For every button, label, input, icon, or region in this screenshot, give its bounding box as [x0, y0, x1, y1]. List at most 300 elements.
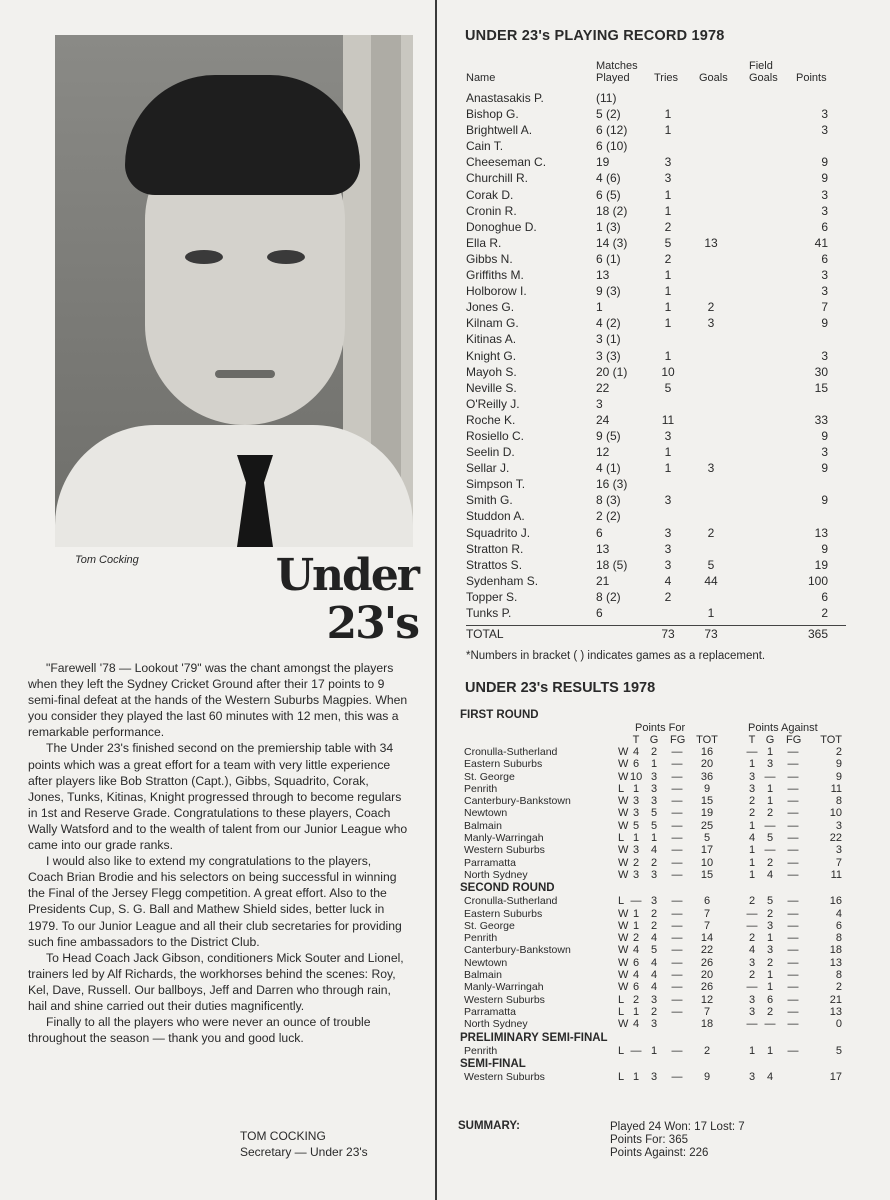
tries-against: 2: [748, 932, 756, 945]
field-goals-against: —: [787, 856, 799, 869]
tries: 3: [664, 525, 672, 540]
summary-line: Points Against: 226: [610, 1147, 709, 1159]
opponent: Manly-Warringah: [464, 981, 544, 994]
result: W: [618, 770, 629, 783]
points: 33: [814, 412, 828, 427]
points: 9: [821, 155, 828, 170]
goals-against: 3: [766, 944, 774, 957]
field-goals-for: —: [671, 981, 683, 994]
field-goals-for: —: [671, 770, 683, 783]
field-goals-for: —: [671, 1070, 683, 1083]
goals-for: 3: [650, 895, 658, 908]
result: L: [618, 1044, 625, 1057]
tries-for: 2: [632, 932, 640, 945]
points: 2: [821, 606, 828, 620]
summary: [610, 1121, 745, 1160]
tries-for: 2: [632, 993, 640, 1006]
points-header: [460, 722, 860, 734]
table-row: [466, 605, 846, 621]
tries-for: 3: [632, 795, 640, 808]
table-row: [466, 396, 846, 412]
player-name: Roche K.: [466, 412, 516, 427]
matches-played: 3 (1): [596, 332, 621, 347]
points: 30: [814, 364, 828, 379]
tries-against: 1: [748, 856, 756, 869]
column-label: TOT: [696, 734, 718, 746]
tries-against: 3: [748, 782, 756, 795]
table-row: [466, 315, 846, 331]
opponent: Newtown: [464, 956, 508, 969]
points: 3: [821, 348, 828, 363]
goals-for: 3: [650, 1070, 658, 1083]
tries: 1: [664, 203, 672, 218]
goals-for: 3: [650, 782, 658, 795]
field-goals-against: —: [787, 782, 799, 795]
player-name: Squadrito J.: [466, 525, 531, 540]
matches-played: 1: [596, 300, 603, 315]
table-row: [466, 557, 846, 573]
matches-played: 1 (3): [596, 219, 621, 234]
table-row: [466, 525, 846, 541]
table-row: [466, 589, 846, 605]
points: 6: [821, 589, 828, 604]
table-row: [466, 412, 846, 428]
matches-played: 4 (1): [596, 461, 621, 476]
total-for: 26: [700, 981, 714, 994]
total-for: 18: [700, 1018, 714, 1031]
result: W: [618, 819, 629, 832]
field-goals-for: —: [671, 819, 683, 832]
tries-against: —: [746, 746, 758, 758]
column-labels: [460, 734, 860, 746]
goals-for: 4: [650, 969, 658, 982]
result-row: [460, 908, 860, 920]
tries: 1: [664, 316, 672, 331]
player-name: Jones G.: [466, 300, 515, 315]
player-name: Neville S.: [466, 380, 517, 395]
table-row: [466, 541, 846, 557]
result-row: [460, 844, 860, 856]
total-for: 20: [700, 969, 714, 982]
field-goals-against: —: [787, 795, 799, 808]
points: 41: [814, 235, 828, 250]
field-goals-for: —: [671, 782, 683, 795]
result-row: [460, 1045, 860, 1057]
total-against: 11: [830, 782, 842, 795]
tries-for: 1: [632, 782, 640, 795]
goals-for: 2: [650, 919, 658, 932]
points: 3: [821, 107, 828, 122]
tries-against: 4: [748, 944, 756, 957]
matches-played: 22: [596, 380, 610, 395]
player-name: Anastasakis P.: [466, 91, 544, 105]
total-against: 2: [835, 981, 842, 994]
table-row: [466, 106, 846, 122]
total-for: 7: [703, 907, 711, 920]
points: 9: [821, 171, 828, 186]
table-row: [466, 251, 846, 267]
table-header: [466, 58, 846, 90]
goals-against: 4: [766, 1070, 774, 1083]
points: 3: [821, 268, 828, 283]
tries-for: 4: [632, 944, 640, 957]
letter-paragraph: I would also like to extend my congratulations to the players, Coach Brian Brodie and his selectors on being successful in winning the Final of the Jersey Flegg competition. A great effort. Also to the Presidents Cup, S. G. Ball and Mathew Shield sides, better luck in 1979. To our Junior League and all their club secretaries for providing such fine ambassadors to the District Club.: [28, 854, 402, 949]
tries-for: 5: [632, 819, 640, 832]
signoff: [240, 1128, 368, 1160]
total-against: 22: [829, 832, 842, 845]
tries-for: 4: [632, 969, 640, 982]
summary-line: Played 24 Won: 17 Lost: 7: [610, 1121, 745, 1133]
result-row: [460, 758, 860, 770]
points: 9: [821, 316, 828, 331]
opponent: Penrith: [464, 782, 498, 795]
player-name: Tunks P.: [466, 606, 512, 620]
field-goals-against: —: [787, 758, 799, 771]
player-name: Seelin D.: [466, 445, 515, 460]
summary-label: SUMMARY:: [458, 1120, 520, 1132]
field-goals-for: —: [671, 795, 683, 808]
goals-against: 2: [766, 807, 774, 820]
matches-played: 8 (3): [596, 493, 621, 508]
points: 19: [814, 557, 828, 572]
opponent: Canterbury-Bankstown: [464, 944, 571, 957]
header-points: Points: [796, 72, 827, 84]
points: 100: [807, 573, 828, 588]
points: 7: [821, 300, 828, 315]
result-row: [460, 746, 860, 758]
goals-for: 5: [650, 807, 658, 820]
points: 3: [821, 284, 828, 299]
result: L: [618, 895, 625, 908]
matches-played: 18 (5): [596, 557, 628, 572]
goals-against: 5: [766, 832, 774, 845]
player-name: Griffiths M.: [466, 268, 524, 283]
result-row: [460, 869, 860, 881]
goals-for: 3: [650, 993, 658, 1006]
table-row: [466, 138, 846, 154]
total-for: 26: [700, 956, 714, 969]
total-against: 17: [829, 1070, 842, 1083]
tries: 1: [664, 123, 672, 138]
table-row: [466, 492, 846, 508]
goals-for: 4: [650, 981, 658, 994]
results-title: UNDER 23's RESULTS 1978: [465, 680, 656, 696]
header-field-goals: Field Goals: [749, 60, 778, 84]
table-row: [466, 476, 846, 492]
matches-played: 6: [596, 606, 603, 620]
title-line-1: Under: [275, 550, 418, 601]
goals-against: 6: [766, 993, 774, 1006]
player-name: Strattos S.: [466, 557, 523, 572]
tries-for: 3: [632, 807, 640, 820]
total-for: 14: [700, 932, 714, 945]
goals-for: 4: [650, 844, 658, 857]
tries: 3: [664, 541, 672, 556]
tries: 3: [664, 428, 672, 443]
tries-against: —: [746, 907, 758, 920]
total-for: 10: [700, 856, 714, 869]
matches-played: 18 (2): [596, 203, 628, 218]
tries: 3: [664, 557, 672, 572]
field-goals-for: —: [671, 746, 683, 758]
opponent: St. George: [464, 770, 515, 783]
points: 3: [821, 203, 828, 218]
player-name: O'Reilly J.: [466, 396, 520, 411]
tries-for: 3: [632, 844, 640, 857]
total-against: 8: [835, 932, 842, 945]
player-name: Cain T.: [466, 139, 504, 154]
field-goals-against: —: [787, 932, 799, 945]
points: 6: [821, 251, 828, 266]
column-label: TOT: [820, 734, 842, 746]
matches-played: 14 (3): [596, 235, 628, 250]
total-against: 9: [835, 758, 842, 771]
goals-for: 5: [650, 819, 658, 832]
opponent: Newtown: [464, 807, 508, 820]
field-goals-for: —: [671, 895, 683, 908]
opponent: Western Suburbs: [464, 993, 545, 1006]
goals-for: 1: [650, 1044, 658, 1057]
table-row: [466, 444, 846, 460]
field-goals-against: —: [787, 746, 799, 758]
total-for: 17: [700, 844, 714, 857]
letter-paragraph: The Under 23's finished second on the premiership table with 34 points which was a great effort for a team with very little experience after players like Bob Stratton (Capt.), Gibbs, Squadrito, Corak, Jones, Tunks, Kitinas, Knight progressed through to become regulars in 1st and Reserve Grade. Congratulations to these players, Coach Wally Watsford and to the wealth of talent from our Junior League who came into our grade ranks.: [28, 741, 408, 853]
round-heading: SECOND ROUND: [460, 882, 555, 895]
tries-against: 1: [748, 1044, 756, 1057]
column-label: T: [748, 734, 756, 746]
opponent: Penrith: [464, 1044, 498, 1057]
points: 3: [821, 187, 828, 202]
field-goals-against: —: [787, 956, 799, 969]
goals-against: 1: [766, 795, 774, 808]
tries: 1: [664, 445, 672, 460]
result-row: [460, 807, 860, 819]
tries: 3: [664, 493, 672, 508]
tries-against: —: [746, 1018, 758, 1031]
matches-played: (11): [596, 91, 617, 105]
goals-against: 2: [766, 856, 774, 869]
table-row: [466, 235, 846, 251]
total-for: 19: [700, 807, 714, 820]
matches-played: 24: [596, 412, 610, 427]
field-goals-for: —: [671, 832, 683, 845]
matches-played: 16 (3): [596, 477, 628, 492]
tries: 1: [664, 348, 672, 363]
tries: 73: [661, 627, 675, 642]
tries: 3: [664, 155, 672, 170]
total-for: 6: [703, 895, 711, 908]
matches-played: 13: [596, 268, 610, 283]
result: W: [618, 758, 629, 771]
field-goals-for: —: [671, 868, 683, 881]
round-heading: PRELIMINARY SEMI-FINAL: [460, 1031, 608, 1044]
tries-against: —: [746, 919, 758, 932]
result-row: [460, 1018, 860, 1030]
tries: 1: [664, 268, 672, 283]
opponent: North Sydney: [464, 1018, 528, 1031]
tries-for: 2: [632, 856, 640, 869]
field-goals-for: —: [671, 907, 683, 920]
result-row: [460, 994, 860, 1006]
field-goals-against: —: [787, 919, 799, 932]
goals-against: —: [764, 770, 776, 783]
result: W: [618, 919, 629, 932]
points-for-label: Points For: [635, 722, 686, 734]
signoff-title: Secretary — Under 23's: [240, 1145, 368, 1159]
player-name: Corak D.: [466, 187, 514, 202]
total-against: 16: [829, 895, 842, 908]
table-row: [466, 219, 846, 235]
playing-record-table: [466, 58, 846, 641]
opponent: Western Suburbs: [464, 844, 545, 857]
goals-for: 4: [650, 932, 658, 945]
points: 13: [814, 525, 828, 540]
goals-for: 2: [650, 1005, 658, 1018]
total-against: 13: [829, 956, 842, 969]
tries-for: 4: [632, 746, 640, 758]
total-for: 9: [703, 1070, 711, 1083]
result-row: [460, 832, 860, 844]
goals: 3: [707, 461, 715, 476]
total-for: 15: [700, 868, 714, 881]
tries-for: —: [630, 895, 642, 908]
field-goals-for: —: [671, 969, 683, 982]
player-name: Donoghue D.: [466, 219, 537, 234]
tries: 1: [664, 284, 672, 299]
photo-caption: Tom Cocking: [75, 554, 139, 566]
matches-played: 3 (3): [596, 348, 621, 363]
field-goals-against: —: [787, 868, 799, 881]
goals-for: 5: [650, 944, 658, 957]
tries: 3: [664, 171, 672, 186]
table-row: [466, 90, 846, 106]
goals: 3: [707, 316, 715, 331]
tries-against: 1: [748, 868, 756, 881]
player-name: Smith G.: [466, 493, 513, 508]
matches-played: 4 (6): [596, 171, 621, 186]
table-row: [466, 187, 846, 203]
player-name: Studdon A.: [466, 509, 525, 524]
opponent: Parramatta: [464, 1005, 516, 1018]
opponent: Eastern Suburbs: [464, 907, 543, 920]
tries: 5: [664, 380, 672, 395]
total-against: 3: [835, 819, 842, 832]
tries-for: 1: [632, 832, 640, 845]
table-row: [466, 122, 846, 138]
total-against: 3: [835, 844, 842, 857]
matches-played: 2 (2): [596, 509, 621, 524]
tries-against: 3: [748, 956, 756, 969]
total-for: 9: [703, 782, 711, 795]
field-goals-for: —: [671, 1005, 683, 1018]
portrait-photo: [55, 35, 413, 547]
field-goals-against: —: [787, 1005, 799, 1018]
player-name: Sydenham S.: [466, 573, 539, 588]
field-goals-against: —: [787, 944, 799, 957]
opponent: St. George: [464, 919, 515, 932]
matches-played: 6 (10): [596, 139, 628, 154]
tries-against: 4: [748, 832, 756, 845]
opponent: Manly-Warringah: [464, 832, 544, 845]
player-name: Ella R.: [466, 235, 502, 250]
result: L: [618, 993, 625, 1006]
total-for: 25: [700, 819, 714, 832]
player-name: Kilnam G.: [466, 316, 519, 331]
points: 3: [821, 445, 828, 460]
matches-played: 21: [596, 573, 610, 588]
table-row: [466, 348, 846, 364]
player-name: Rosiello C.: [466, 428, 525, 443]
opponent: Balmain: [464, 969, 502, 982]
record-title: UNDER 23's PLAYING RECORD 1978: [465, 28, 725, 44]
table-row: [466, 428, 846, 444]
goals-for: 3: [650, 1018, 658, 1031]
tries-against: 2: [748, 807, 756, 820]
goals: 2: [707, 525, 715, 540]
result-row: [460, 820, 860, 832]
opponent: Canterbury-Bankstown: [464, 795, 571, 808]
field-goals-for: —: [671, 932, 683, 945]
result: W: [618, 795, 629, 808]
matches-played: 6 (1): [596, 251, 621, 266]
result-row: [460, 783, 860, 795]
tries-for: 10: [630, 770, 643, 783]
total-against: 8: [835, 969, 842, 982]
tries-against: 1: [748, 844, 756, 857]
field-goals-against: —: [787, 969, 799, 982]
goals-against: 1: [766, 969, 774, 982]
result: W: [618, 944, 629, 957]
points: 6: [821, 219, 828, 234]
goals-against: 2: [766, 956, 774, 969]
opponent: Penrith: [464, 932, 498, 945]
player-name: Sellar J.: [466, 461, 510, 476]
tries-for: 1: [632, 1070, 640, 1083]
header-matches: Matches Played: [596, 60, 638, 84]
tries: 1: [664, 107, 672, 122]
matches-played: 12: [596, 445, 610, 460]
player-name: Kitinas A.: [466, 332, 517, 347]
goals-for: 3: [650, 868, 658, 881]
goals-for: 1: [650, 832, 658, 845]
tries-for: 1: [632, 907, 640, 920]
tries-against: 2: [748, 969, 756, 982]
player-name: Topper S.: [466, 589, 518, 604]
opponent: Cronulla-Sutherland: [464, 895, 558, 908]
result-row: [460, 944, 860, 956]
result-row: [460, 957, 860, 969]
total-for: 5: [703, 832, 711, 845]
total-for: 20: [700, 758, 714, 771]
player-name: Cronin R.: [466, 203, 517, 218]
result-row: [460, 771, 860, 783]
field-goals-for: —: [671, 993, 683, 1006]
goals-against: 1: [766, 932, 774, 945]
field-goals-against: —: [787, 844, 799, 857]
field-goals-against: —: [787, 819, 799, 832]
opponent: Balmain: [464, 819, 502, 832]
tries: 1: [664, 300, 672, 315]
matches-played: 6 (5): [596, 187, 621, 202]
total-against: 6: [835, 919, 842, 932]
points: 9: [821, 461, 828, 476]
result: W: [618, 1018, 629, 1031]
tries: 2: [664, 219, 672, 234]
secretary-letter: [28, 660, 408, 1046]
total-against: 2: [835, 746, 842, 758]
tries-against: 3: [748, 770, 756, 783]
points: 15: [814, 380, 828, 395]
